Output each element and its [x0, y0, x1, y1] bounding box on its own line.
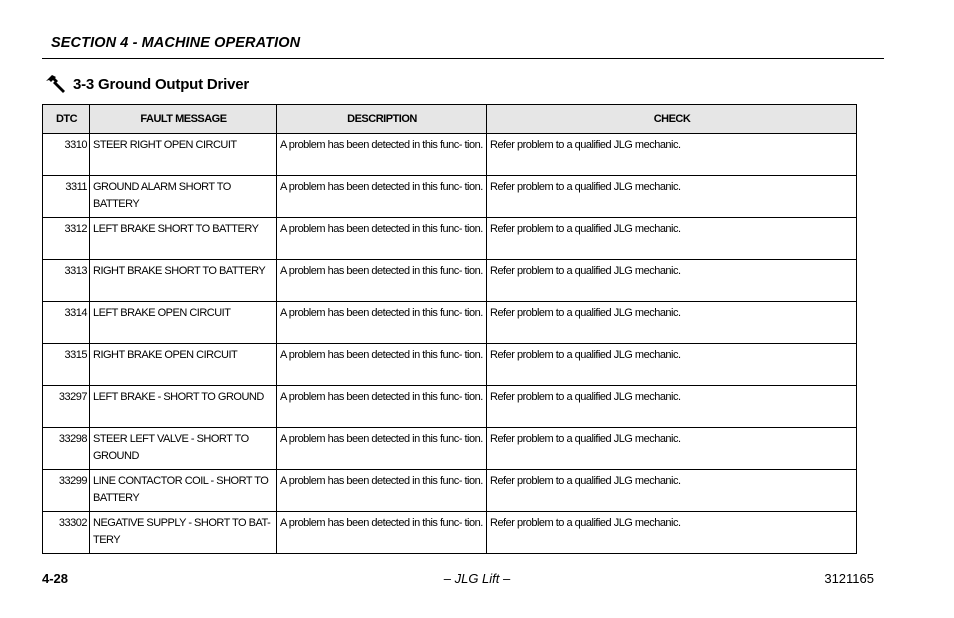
dtc-code: 33297 — [43, 386, 90, 428]
section-header: SECTION 4 - MACHINE OPERATION — [51, 35, 301, 51]
check: Refer problem to a qualified JLG mechanic. — [487, 134, 857, 176]
fault-message: NEGATIVE SUPPLY - SHORT TO BAT- TERY — [90, 512, 277, 554]
hammer-icon — [43, 72, 67, 96]
description: A problem has been detected in this func- tion. — [277, 428, 487, 470]
dtc-table — [42, 104, 857, 554]
table-row — [43, 176, 857, 218]
description: A problem has been detected in this func- tion. — [277, 470, 487, 512]
dtc-code: 33299 — [43, 470, 90, 512]
header-rule — [42, 58, 884, 59]
check: Refer problem to a qualified JLG mechanic. — [487, 386, 857, 428]
table-row — [43, 218, 857, 260]
table-header-row — [43, 105, 857, 134]
table-row — [43, 386, 857, 428]
description: A problem has been detected in this func- tion. — [277, 218, 487, 260]
page-title-row — [43, 72, 249, 96]
dtc-code: 3312 — [43, 218, 90, 260]
check: Refer problem to a qualified JLG mechanic. — [487, 512, 857, 554]
table-row — [43, 260, 857, 302]
dtc-code: 3315 — [43, 344, 90, 386]
dtc-code: 3313 — [43, 260, 90, 302]
description: A problem has been detected in this func- tion. — [277, 176, 487, 218]
column-header-check: CHECK — [487, 105, 857, 134]
description: A problem has been detected in this func- tion. — [277, 344, 487, 386]
table-row — [43, 302, 857, 344]
table-row — [43, 344, 857, 386]
check: Refer problem to a qualified JLG mechanic. — [487, 176, 857, 218]
fault-message: LEFT BRAKE - SHORT TO GROUND — [90, 386, 277, 428]
table-row — [43, 512, 857, 554]
dtc-code: 3314 — [43, 302, 90, 344]
column-header-dtc: DTC — [43, 105, 90, 134]
dtc-code: 33298 — [43, 428, 90, 470]
fault-message: LINE CONTACTOR COIL - SHORT TO BATTERY — [90, 470, 277, 512]
description: A problem has been detected in this func- tion. — [277, 386, 487, 428]
dtc-code: 3311 — [43, 176, 90, 218]
check: Refer problem to a qualified JLG mechanic. — [487, 260, 857, 302]
check: Refer problem to a qualified JLG mechanic. — [487, 470, 857, 512]
fault-message: LEFT BRAKE SHORT TO BATTERY — [90, 218, 277, 260]
description: A problem has been detected in this func- tion. — [277, 260, 487, 302]
check: Refer problem to a qualified JLG mechanic. — [487, 302, 857, 344]
check: Refer problem to a qualified JLG mechanic. — [487, 218, 857, 260]
column-header-description: DESCRIPTION — [277, 105, 487, 134]
fault-message: STEER RIGHT OPEN CIRCUIT — [90, 134, 277, 176]
fault-message: GROUND ALARM SHORT TO BATTERY — [90, 176, 277, 218]
description: A problem has been detected in this func- tion. — [277, 302, 487, 344]
table-row — [43, 134, 857, 176]
page-number: 4-28 — [42, 571, 69, 586]
table-row — [43, 470, 857, 512]
column-header-fault-message: FAULT MESSAGE — [90, 105, 277, 134]
dtc-code: 3310 — [43, 134, 90, 176]
fault-message: LEFT BRAKE OPEN CIRCUIT — [90, 302, 277, 344]
description: A problem has been detected in this func- tion. — [277, 134, 487, 176]
table-row — [43, 428, 857, 470]
page-title: 3-3 Ground Output Driver — [73, 75, 250, 93]
dtc-code: 33302 — [43, 512, 90, 554]
check: Refer problem to a qualified JLG mechanic. — [487, 428, 857, 470]
fault-message: RIGHT BRAKE OPEN CIRCUIT — [90, 344, 277, 386]
footer-brand: – JLG Lift – — [443, 571, 511, 586]
fault-message: STEER LEFT VALVE - SHORT TO GROUND — [90, 428, 277, 470]
description: A problem has been detected in this func- tion. — [277, 512, 487, 554]
check: Refer problem to a qualified JLG mechanic. — [487, 344, 857, 386]
fault-message: RIGHT BRAKE SHORT TO BATTERY — [90, 260, 277, 302]
document-number: 3121165 — [824, 571, 874, 586]
